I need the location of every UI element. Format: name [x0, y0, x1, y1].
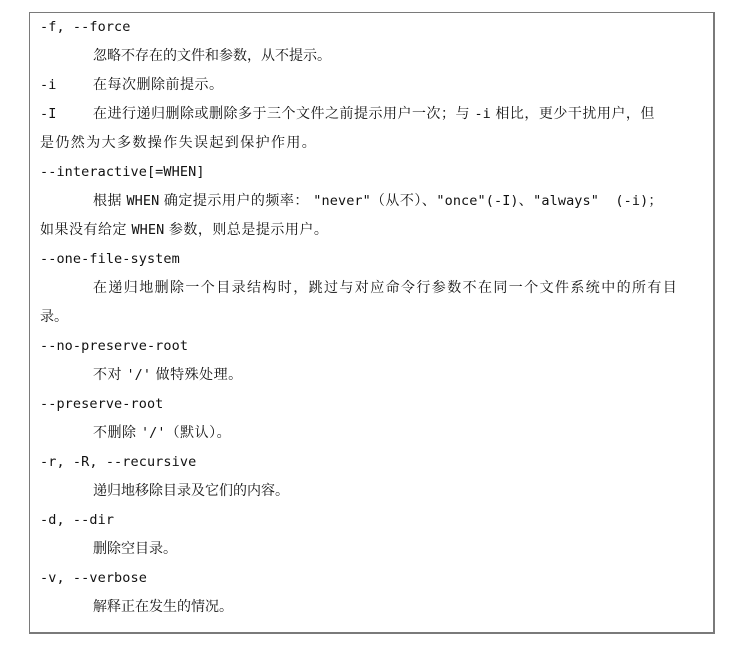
option-flag-one-file-system: --one-file-system: [40, 251, 180, 267]
desc-text: ；: [648, 193, 663, 209]
option-desc-I-continuation: 是仍然为大多数操作失误起到保护作用。: [40, 135, 318, 151]
option-desc-no-preserve-root: [40, 363, 738, 387]
desc-text: 不删除: [93, 425, 137, 441]
option-row-I: [40, 102, 710, 126]
desc-text: 做特殊处理。: [155, 367, 243, 383]
desc-text: （默认）。: [165, 425, 232, 441]
option-desc-one-file-system-line2: 录。: [40, 309, 68, 325]
option-flag-verbose: -v, --verbose: [40, 570, 147, 586]
option-flag-no-preserve-root: --no-preserve-root: [40, 338, 189, 354]
option-flag-dir: -d, --dir: [40, 512, 115, 528]
desc-text: 不对: [93, 367, 122, 383]
option-desc-force: 忽略不存在的文件和参数，从不提示。: [93, 48, 331, 64]
option-desc-verbose: 解释正在发生的情况。: [93, 599, 233, 615]
desc-text: 参数，则总是提示用户。: [168, 222, 329, 238]
option-row-i: [40, 73, 710, 97]
desc-text: 根据: [93, 193, 122, 209]
option-flag-interactive: --interactive[=WHEN]: [40, 164, 205, 180]
option-desc-I: 在进行递归删除或删除多于三个文件之前提示用户一次；与: [93, 106, 470, 122]
desc-text: 、: [518, 193, 534, 209]
option-desc-i: 在每次删除前提示。: [93, 77, 224, 93]
option-desc-interactive-line1: [40, 189, 738, 213]
inline-code-always: "always" (-i): [533, 193, 649, 209]
option-desc-I-tail: 相比，更少干扰用户，但: [495, 106, 655, 122]
inline-code-when: WHEN: [126, 193, 160, 209]
desc-text: （从不）、: [370, 193, 437, 209]
option-desc-one-file-system-line1: 在递归地删除一个目录结构时，跳过与对应命令行参数不在同一个文件系统中的所有目: [93, 280, 679, 296]
option-desc-preserve-root: [40, 421, 738, 445]
option-desc-dir: 删除空目录。: [93, 541, 177, 557]
option-flag-I: -I: [40, 106, 57, 122]
desc-text: 如果没有给定: [40, 222, 127, 238]
inline-code-when: WHEN: [131, 222, 165, 238]
option-flag-preserve-root: --preserve-root: [40, 396, 164, 412]
option-desc-interactive-line2: [40, 218, 710, 242]
inline-code-root: '/': [126, 367, 152, 383]
option-flag-i: -i: [40, 77, 57, 93]
option-flag-recursive: -r, -R, --recursive: [40, 454, 197, 470]
option-flag-force: -f, --force: [40, 19, 131, 35]
option-desc-recursive: 递归地移除目录及它们的内容。: [93, 483, 289, 499]
inline-code-root: '/': [140, 425, 166, 441]
inline-code-never: "never": [313, 193, 371, 209]
inline-code-once: "once"(-I): [436, 193, 519, 209]
desc-text: 确定提示用户的频率：: [163, 193, 309, 209]
inline-code-i: -i: [474, 106, 491, 122]
